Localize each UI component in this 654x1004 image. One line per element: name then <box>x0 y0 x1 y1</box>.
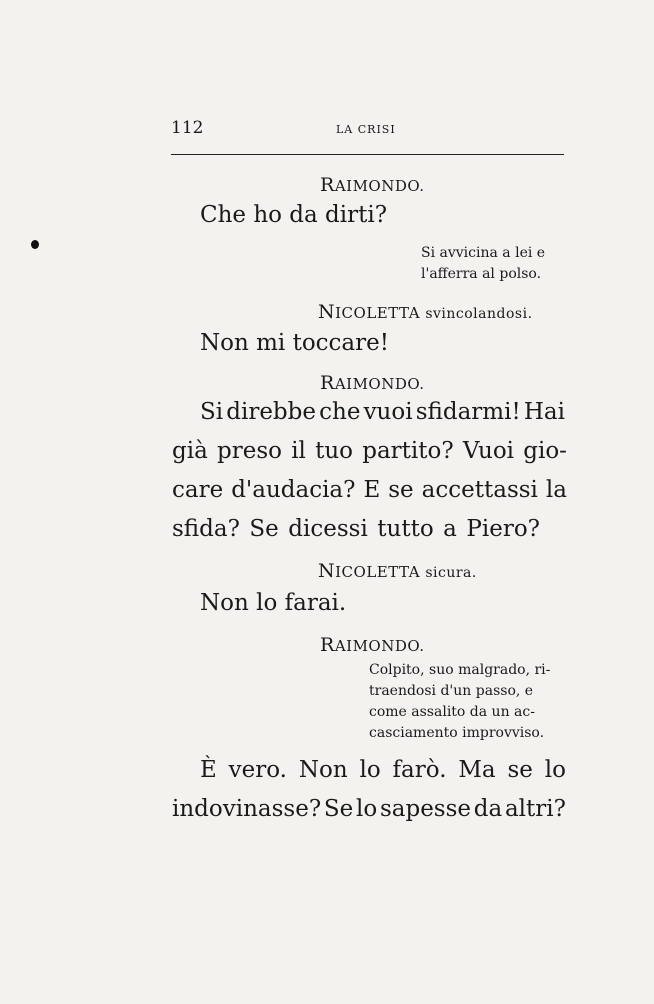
dialogue-line: Non mi toccare! <box>200 330 389 356</box>
stage-line: traendosi d'un passo, e <box>369 683 534 699</box>
text-line <box>200 757 566 783</box>
word: Se <box>249 516 279 542</box>
speaker-initial: N <box>318 560 336 582</box>
word: E <box>363 477 381 503</box>
word: accettassi <box>421 477 538 503</box>
word: Ma <box>458 757 496 783</box>
speaker-raimondo <box>320 174 425 196</box>
word: tutto <box>377 516 434 542</box>
speaker-initial: R <box>320 174 335 196</box>
stage-line: casciamento improvviso. <box>369 725 545 741</box>
speaker-rest: AIMONDO. <box>334 375 425 393</box>
text-line <box>200 399 565 425</box>
speaker-raimondo <box>320 372 425 394</box>
word: a <box>443 516 457 542</box>
dialogue-line: Non lo farai. <box>200 590 347 616</box>
stage-direction <box>421 243 561 285</box>
word: se <box>388 477 414 503</box>
word: tuo <box>315 438 354 464</box>
text-line <box>172 477 567 503</box>
word: sfidarmi! <box>415 399 521 425</box>
word: Si <box>200 399 224 425</box>
word: care <box>172 477 224 503</box>
word: lo <box>544 757 566 783</box>
stage-line: Si avvicina a lei e <box>421 245 546 261</box>
word: vero. <box>228 757 287 783</box>
speaker-rest: ICOLETTA <box>335 304 421 322</box>
stage-line: Colpito, suo malgrado, ri- <box>369 662 551 678</box>
speaker-nicoletta <box>318 560 477 582</box>
word: partito? <box>362 438 454 464</box>
word: che <box>319 399 361 425</box>
word: indovinasse? <box>172 796 322 822</box>
speaker-initial: R <box>320 634 335 656</box>
word: la <box>545 477 567 503</box>
word: dicessi <box>288 516 368 542</box>
stage-direction <box>369 660 563 744</box>
speaker-direction: svincolandosi. <box>425 306 533 322</box>
page-number: 112 <box>171 118 204 138</box>
speaker-nicoletta <box>318 301 533 323</box>
word: Hai <box>523 399 565 425</box>
speaker-direction: sicura. <box>425 565 477 581</box>
word: Non <box>298 757 348 783</box>
speaker-initial: R <box>320 372 335 394</box>
speaker-name <box>318 301 421 323</box>
stage-line: l'afferra al polso. <box>421 266 542 282</box>
dialogue-line: Che ho da dirti? <box>200 202 388 228</box>
speaker-rest: AIMONDO. <box>334 637 425 655</box>
word: già <box>172 438 208 464</box>
text-line <box>172 516 540 542</box>
speaker-rest: ICOLETTA <box>335 563 421 581</box>
word: Piero? <box>466 516 540 542</box>
speaker-initial: N <box>318 301 336 323</box>
word: se <box>507 757 533 783</box>
text-line <box>172 796 566 822</box>
word: sapesse <box>379 796 472 822</box>
word: d'audacia? <box>231 477 356 503</box>
word: gio- <box>523 438 567 464</box>
speaker-raimondo <box>320 634 425 656</box>
stage-line: come assalito da un ac- <box>369 704 535 720</box>
word: lo <box>359 757 381 783</box>
word: sfida? <box>172 516 240 542</box>
header-rule <box>171 154 564 155</box>
ink-spot <box>31 240 39 249</box>
speaker-rest: AIMONDO. <box>334 177 425 195</box>
word: È <box>200 757 217 783</box>
word: preso <box>217 438 282 464</box>
word: vuoi <box>363 399 413 425</box>
word: Vuoi <box>462 438 515 464</box>
speaker-name <box>318 560 421 582</box>
word: da <box>473 796 503 822</box>
word: il <box>291 438 306 464</box>
word: lo <box>356 796 378 822</box>
running-title: LA CRISI <box>336 123 396 136</box>
word: Se <box>323 796 354 822</box>
word: farò. <box>392 757 447 783</box>
word: altri? <box>504 796 566 822</box>
word: direbbe <box>226 399 316 425</box>
text-line <box>172 438 567 464</box>
